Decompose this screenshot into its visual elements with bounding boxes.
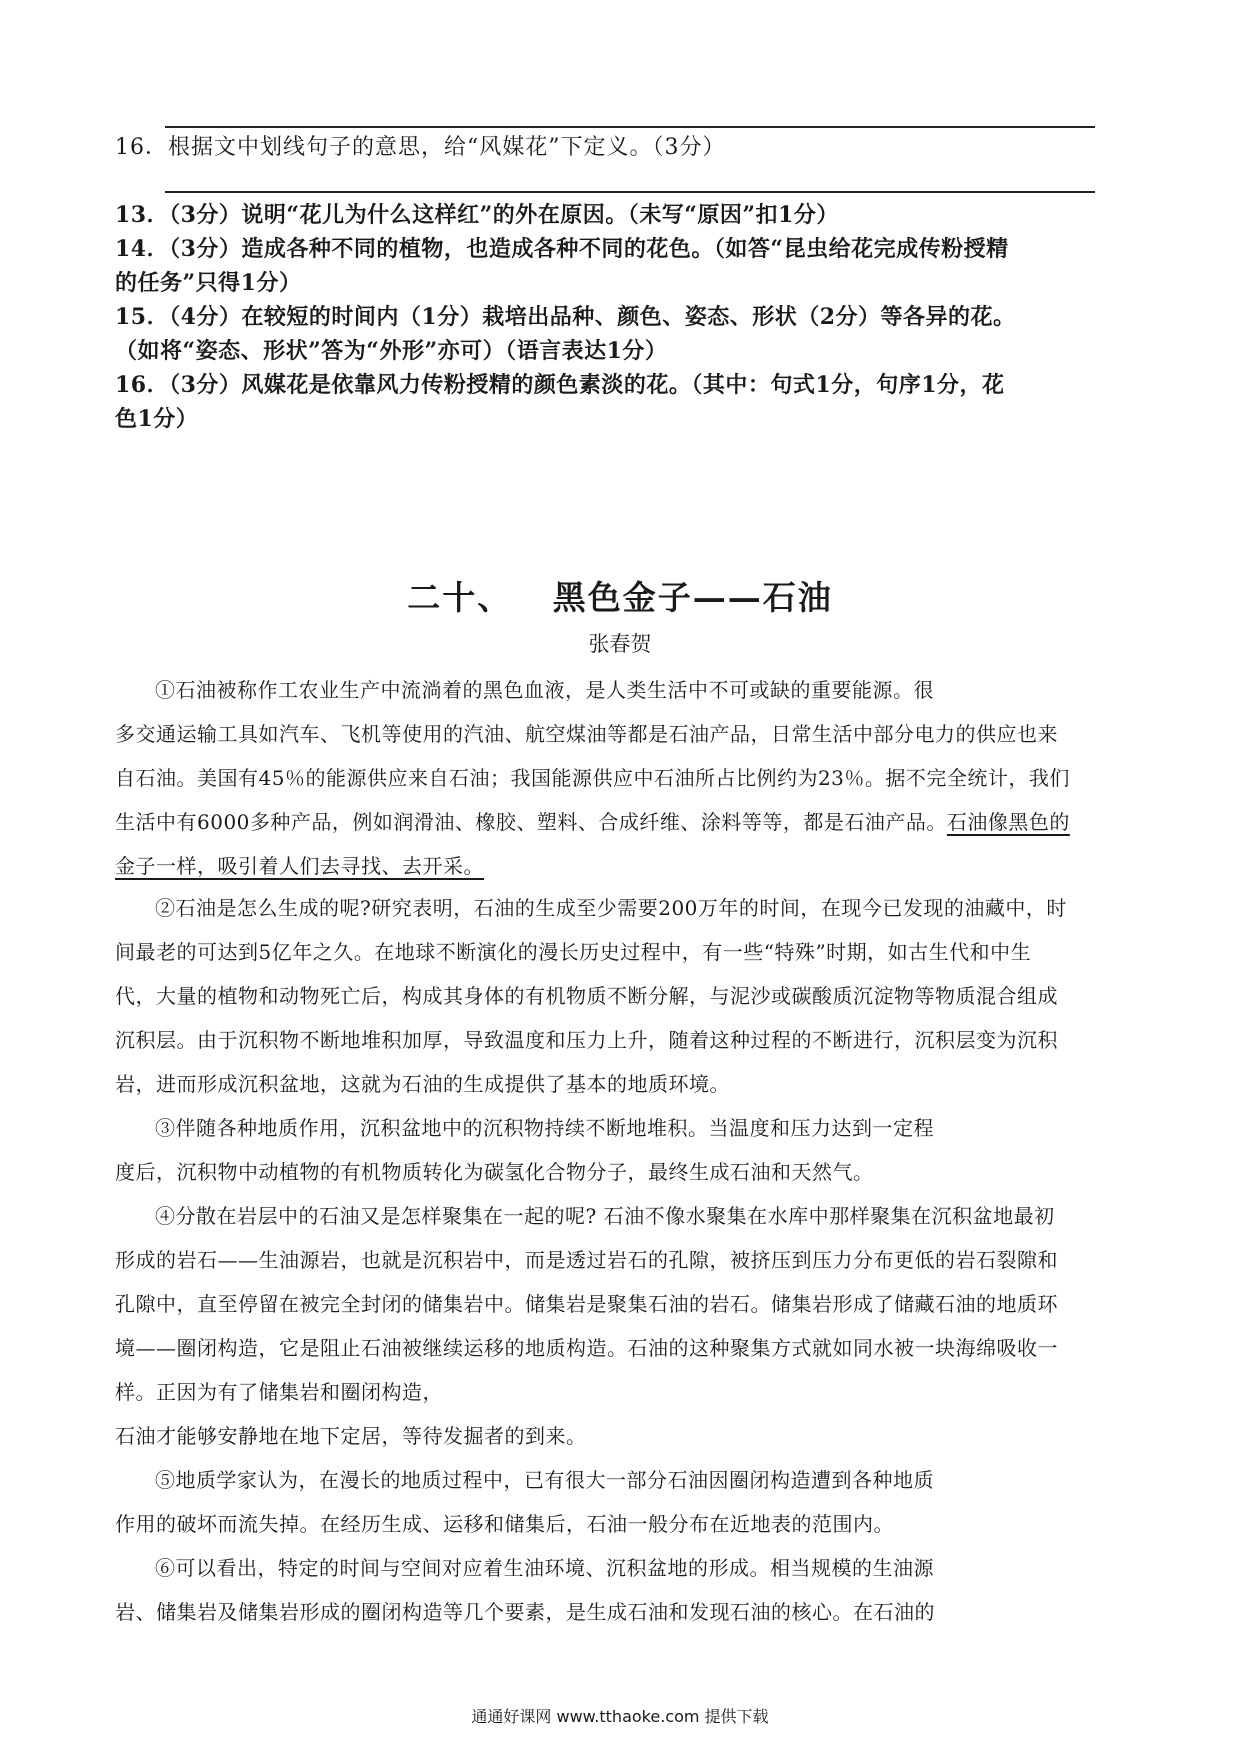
- paragraph-line: 沉积层。由于沉积物不断地堆积加厚，导致温度和压力上升，随着这种过程的不断进行，沉积层变为沉积: [115, 1028, 1058, 1052]
- answer-15: [115, 300, 1135, 368]
- paragraph-4: [115, 1194, 1130, 1458]
- paragraph-line: 岩，进而形成沉积盆地，这就为石油的生成提供了基本的地质环境。: [115, 1072, 730, 1096]
- title-text: 黑色金子——石油: [552, 578, 833, 617]
- paragraph-5: [115, 1458, 1130, 1546]
- paragraph-line: 孔隙中，直至停留在被完全封闭的储集岩中。储集岩是聚集石油的岩石。储集岩形成了储藏石油的地质环: [115, 1292, 1058, 1316]
- paragraph-line: 作用的破坏而流失掉。在经历生成、运移和储集后，石油一般分布在近地表的范围内。: [115, 1512, 894, 1536]
- page-footer: 通通好课网 www.tthaoke.com 提供下载: [471, 1707, 769, 1726]
- answer-15-line-1: 15．（4分）在较短的时间内（1分）栽培出品种、颜色、姿态、形状（2分）等各异的花。: [115, 304, 1016, 330]
- paragraph-6: [115, 1546, 1130, 1634]
- paragraph-2: [115, 886, 1130, 1106]
- paragraph-line: ⑥可以看出，特定的时间与空间对应着生油环境、沉积盆地的形成。相当规模的生油源: [155, 1556, 934, 1580]
- paragraph-line: 度后，沉积物中动植物的有机物质转化为碳氢化合物分子，最终生成石油和天然气。: [115, 1160, 874, 1184]
- answer-13-line-1: 13．（3分）说明“花儿为什么这样红”的外在原因。（未写“原因”扣1分）: [115, 202, 839, 228]
- paragraph-line: 岩、储集岩及储集岩形成的圈闭构造等几个要素，是生成石油和发现石油的核心。在石油的: [115, 1600, 935, 1624]
- answer-line-bottom: [165, 191, 1095, 193]
- answer-16-line-1: 16．（3分）风媒花是依靠风力传粉授精的颜色素淡的花。（其中：句式1分，句序1分，花: [115, 372, 1005, 398]
- answer-line-top: [165, 126, 1095, 128]
- paragraph-line: 境——圈闭构造，它是阻止石油被继续运移的地质构造。石油的这种聚集方式就如同水被一块海绵吸收一: [115, 1336, 1058, 1360]
- answer-15-line-2: （如将“姿态、形状”答为“外形”亦可）（语言表达1分）: [115, 338, 668, 364]
- underlined-sentence: 金子一样，吸引着人们去寻找、去开采。: [115, 854, 484, 878]
- paragraph-1: [115, 668, 1130, 888]
- paragraph-line: 生活中有6000多种产品，例如润滑油、橡胶、塑料、合成纤维、涂料等等，都是石油产品。: [115, 810, 947, 834]
- paragraph-line: 形成的岩石——生油源岩，也就是沉积岩中，而是透过岩石的孔隙，被挤压到压力分布更低的岩石裂隙和: [115, 1248, 1058, 1272]
- paragraph-line: 多交通运输工具如汽车、飞机等使用的汽油、航空煤油等都是石油产品，日常生活中部分电力的供应也来: [115, 722, 1058, 746]
- paragraph-line: 样。正因为有了储集岩和圈闭构造，: [115, 1380, 443, 1404]
- paragraph-line: 间最老的可达到5亿年之久。在地球不断演化的漫长历史过程中，有一些“特殊”时期，如古生代和中生: [115, 940, 1032, 964]
- answer-14: [115, 232, 1135, 300]
- article-title: [0, 572, 1240, 619]
- title-number: 二十、: [407, 578, 513, 617]
- paragraph-line: 自石油。美国有45％的能源供应来自石油；我国能源供应中石油所占比例约为23％。据不完全统计，我们: [115, 766, 1070, 790]
- paragraph-line: 石油才能够安静地在地下定居，等待发掘者的到来。: [115, 1424, 587, 1448]
- underlined-sentence: 石油像黑色的: [946, 810, 1070, 834]
- answer-13: [115, 198, 1135, 232]
- answer-14-line-2: 的任务”只得1分）: [115, 270, 302, 296]
- paragraph-line: ②石油是怎么生成的呢?研究表明，石油的生成至少需要200万年的时间，在现今已发现的油藏中，时: [155, 896, 1067, 920]
- question-16: 16．根据文中划线句子的意思，给“风媒花”下定义。（3分）: [115, 135, 726, 160]
- paragraph-line: ①石油被称作工农业生产中流淌着的黑色血液，是人类生活中不可或缺的重要能源。很: [155, 678, 934, 702]
- answer-16: [115, 368, 1135, 436]
- paragraph-line: 代，大量的植物和动物死亡后，构成其身体的有机物质不断分解，与泥沙或碳酸质沉淀物等物质混合组成: [115, 984, 1058, 1008]
- answer-14-line-1: 14．（3分）造成各种不同的植物，也造成各种不同的花色。（如答“昆虫给花完成传粉授精: [115, 236, 1009, 262]
- paragraph-line: ③伴随各种地质作用，沉积盆地中的沉积物持续不断地堆积。当温度和压力达到一定程: [155, 1116, 934, 1140]
- paragraph-line: ④分散在岩层中的石油又是怎样聚集在一起的呢? 石油不像水聚集在水库中那样聚集在沉积盆地最初: [155, 1204, 1055, 1228]
- paragraph-line: ⑤地质学家认为，在漫长的地质过程中，已有很大一部分石油因圈闭构造遭到各种地质: [155, 1468, 934, 1492]
- paragraph-3: [115, 1106, 1130, 1194]
- answer-16-line-2: 色1分）: [115, 406, 199, 432]
- author: 张春贺: [588, 632, 652, 656]
